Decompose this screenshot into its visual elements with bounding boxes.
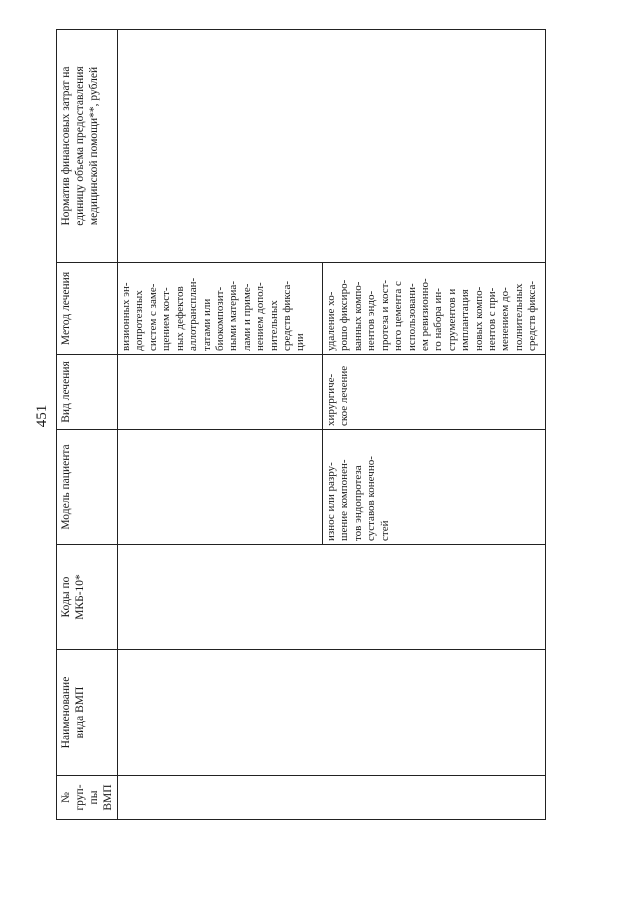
table-header-row — [57, 30, 118, 820]
vmp-table — [56, 29, 546, 820]
header-icd-codes: Коды по МКБ-10* — [57, 545, 118, 650]
cell-treatment-method-2 — [323, 263, 546, 355]
patient-model-text: износ или разру- шение компонен- тов эндопротеза суставов конечно- стей — [325, 456, 391, 541]
treatment-method-text-1: визионных эн- допротезных систем с заме- щением кост- ных дефектов аллотрансплан- татами или биокомпозит- ными материа- лами и приме- нением допол- нительных средств фикса- ции — [120, 277, 307, 351]
rotated-table-container — [56, 30, 546, 820]
header-group-number: № груп- пы ВМП — [57, 776, 118, 820]
treatment-type-text: хирургиче- ское лечение — [325, 365, 351, 426]
cell-patient-model-2 — [323, 430, 546, 545]
cell-patient-model-1 — [118, 430, 323, 545]
table-row — [118, 30, 323, 820]
cell-cost-norm — [118, 30, 546, 263]
header-treatment-method: Метод лечения — [57, 263, 118, 355]
treatment-method-text-2: удаление хо- рошо фиксиро- ванных компо- нентов эндо- протеза и кост- ного цемента с использовани- ем ревизионно- го набора ин- струментов и имплантация новых компо- нентов с при- менением до- полнительных средств фикса- — [325, 278, 539, 351]
header-vmp-type-name: Наименование вида ВМП — [57, 650, 118, 776]
cell-treatment-type-1 — [118, 355, 323, 430]
header-cost-norm: Норматив финансовых затрат на единицу объема предоставления медицинской помощи**, рублей — [57, 30, 118, 263]
header-treatment-type: Вид лечения — [57, 355, 118, 430]
cell-treatment-type-2 — [323, 355, 546, 430]
cell-icd-codes — [118, 545, 546, 650]
cell-vmp-type-name — [118, 650, 546, 776]
page-number: 451 — [34, 404, 50, 428]
cell-treatment-method-1 — [118, 263, 323, 355]
header-patient-model: Модель пациента — [57, 430, 118, 545]
rotated-table — [56, 30, 546, 820]
cell-group-number — [118, 776, 546, 820]
